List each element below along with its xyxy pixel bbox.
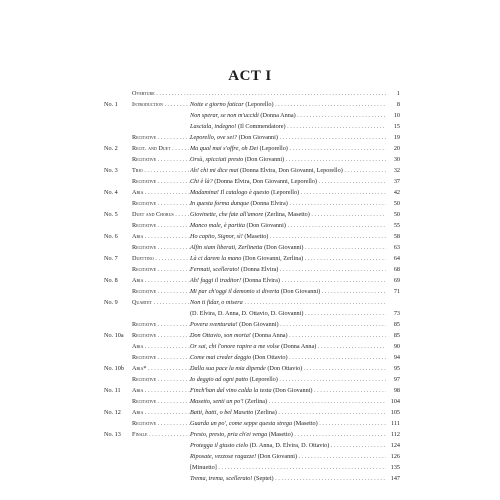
- piece-performers: (Don Giovanni): [262, 244, 304, 251]
- piece-performers: (Don Ottavio): [265, 365, 303, 372]
- number-label: No. 1: [104, 101, 118, 108]
- page-number: 105: [390, 409, 400, 416]
- toc-row: [104, 286, 400, 297]
- piece-description: [190, 110, 386, 121]
- number-label: No. 4: [104, 189, 118, 196]
- piece-type: Duettino . . .: [132, 253, 190, 264]
- piece-title: Dalla sua pace la mia dipende: [190, 365, 266, 372]
- piece-description: [190, 473, 386, 484]
- piece-title: Come mai creder deggio: [190, 354, 252, 361]
- piece-type: Recitative . . .: [132, 396, 190, 407]
- toc-row: [104, 165, 400, 176]
- toc-row: [104, 374, 400, 385]
- piece-description: [190, 429, 386, 440]
- page-number: 58: [393, 233, 400, 240]
- number-label: No. 8: [104, 277, 118, 284]
- page-number: 50: [393, 211, 400, 218]
- piece-title: Presto, presto, pria ch'ei venga: [190, 431, 268, 438]
- piece-performers: (Zerlina): [253, 409, 277, 416]
- piece-description: [190, 220, 386, 231]
- act-title: ACT I: [228, 68, 272, 84]
- piece-performers: (Don Giovanni): [245, 222, 286, 229]
- piece-type: Aria* . . .: [132, 363, 190, 374]
- piece-title: Alfin siam liberati, Zerlinetta: [190, 244, 263, 251]
- piece-type: Recitative . . .: [132, 286, 190, 297]
- number-label: No. 10b: [104, 365, 124, 372]
- number-label: No. 12: [104, 409, 121, 416]
- toc-row: [104, 154, 400, 165]
- toc-row: [104, 209, 400, 220]
- piece-title: In questa forma dunque: [190, 200, 249, 207]
- page-number: 69: [393, 277, 400, 284]
- piece-description: [190, 352, 386, 363]
- toc-row: [104, 121, 400, 132]
- page-number: 19: [393, 134, 400, 141]
- piece-description: [190, 451, 386, 462]
- piece-description: [190, 253, 386, 264]
- piece-type: Aria . . .: [132, 187, 190, 198]
- number-label: No. 5: [104, 211, 118, 218]
- piece-description: [190, 462, 386, 473]
- piece-title: Povera sventurata!: [190, 321, 238, 328]
- piece-description: [190, 121, 386, 132]
- piece-description: [190, 88, 386, 99]
- page-number: 32: [393, 167, 400, 174]
- piece-title: Leporello, ove sei?: [190, 134, 238, 141]
- page-number: 20: [393, 145, 400, 152]
- toc-row: [104, 341, 400, 352]
- piece-title: Fermati, scellerato!: [190, 266, 240, 273]
- number-label: No. 11: [104, 387, 121, 394]
- page-number: 63: [393, 244, 400, 251]
- piece-type: Recitative . . .: [132, 132, 190, 143]
- piece-performers: (Masetto): [242, 233, 269, 240]
- piece-title: Mi par ch'oggi il demonio si diverta: [190, 288, 280, 295]
- piece-type: Introduction . . .: [132, 99, 190, 110]
- piece-type: Recitative . . .: [132, 264, 190, 275]
- piece-description: [190, 407, 386, 418]
- piece-description: [190, 143, 386, 154]
- piece-description: [190, 209, 386, 220]
- piece-type: Recit. and Duet . . .: [132, 143, 190, 154]
- piece-performers: (Donna Elvira, Don Giovanni, Leporello): [212, 178, 317, 185]
- piece-title: Riposate, vezzose ragazze!: [190, 453, 257, 460]
- page-number: 64: [393, 255, 400, 262]
- piece-performers: (Don Giovanni): [279, 288, 321, 295]
- piece-performers: (Donna Elvira): [239, 266, 279, 273]
- piece-description: [190, 165, 386, 176]
- piece-title: Io deggio ad ogni patto: [190, 376, 249, 383]
- piece-performers: (D. Elvira, D. Anna, D. Ottavio, D. Giovanni): [190, 310, 304, 317]
- piece-performers: (Masetto): [267, 431, 293, 438]
- toc-row: [104, 396, 400, 407]
- piece-type: Recitative . . .: [132, 418, 190, 429]
- piece-title: Protegga il giusto cielo: [190, 442, 249, 449]
- piece-type: Recitative . . .: [132, 220, 190, 231]
- page-number: 124: [390, 442, 400, 449]
- toc-row: [104, 275, 400, 286]
- page-number: 50: [393, 200, 400, 207]
- piece-description: [190, 198, 386, 209]
- page-number: 15: [393, 123, 400, 130]
- piece-title: Ah! fuggi il traditor!: [190, 277, 242, 284]
- piece-title: Là ci darem la mano: [190, 255, 242, 262]
- piece-title: Giovinette, che fate all'amore: [190, 211, 264, 218]
- page-number: 73: [393, 310, 400, 317]
- toc-row: [104, 385, 400, 396]
- piece-type: Aria . . .: [132, 407, 190, 418]
- toc-row: [104, 187, 400, 198]
- piece-description: [190, 297, 386, 308]
- page-number: 97: [393, 376, 400, 383]
- page-number: 98: [393, 387, 400, 394]
- piece-performers: (Septet): [252, 475, 274, 482]
- piece-performers: (Don Ottavio): [251, 354, 288, 361]
- number-label: No. 9: [104, 299, 118, 306]
- piece-performers: (Don Giovanni): [237, 134, 278, 141]
- piece-type: Recitative . . .: [132, 319, 190, 330]
- piece-description: [190, 187, 386, 198]
- piece-description: [190, 176, 386, 187]
- piece-performers: (D. Anna, D. Elvira, D. Ottavio): [248, 442, 330, 449]
- piece-title: Finch'han dal vino calda la testa: [190, 387, 272, 394]
- piece-title: Ah! chi mi dice mai: [190, 167, 239, 174]
- piece-type: Recitative . . .: [132, 154, 190, 165]
- page-number: 68: [393, 266, 400, 273]
- piece-performers: (Masetto): [292, 420, 318, 427]
- piece-type: Trio . . .: [132, 165, 190, 176]
- piece-type: Duet and Chorus . . .: [132, 209, 190, 220]
- toc-row: [104, 352, 400, 363]
- page-number: 85: [393, 332, 400, 339]
- piece-performers: (Donna Elvira, Don Giovanni, Leporello): [238, 167, 343, 174]
- piece-performers: [Minuetto]: [190, 464, 217, 471]
- page-number: 104: [390, 398, 400, 405]
- piece-performers: (Donna Anna): [250, 332, 288, 339]
- toc-row: [104, 440, 400, 451]
- page-number: 8: [396, 101, 400, 108]
- toc-row: [104, 253, 400, 264]
- page-number: 90: [393, 343, 400, 350]
- piece-description: [190, 231, 386, 242]
- piece-description: [190, 319, 386, 330]
- piece-performers: (Zerlina, Masetto): [263, 211, 310, 218]
- toc-row: [104, 264, 400, 275]
- piece-type: Recitative . . .: [132, 352, 190, 363]
- toc-row: [104, 462, 400, 473]
- piece-title: Trema, trema, scellerato!: [190, 475, 253, 482]
- page-number: 55: [393, 222, 400, 229]
- toc-row: [104, 242, 400, 253]
- page-number: 37: [393, 178, 400, 185]
- piece-title: Guarda un po', come seppe questa strega: [190, 420, 293, 427]
- piece-description: [190, 396, 386, 407]
- piece-type: Aria . . .: [132, 341, 190, 352]
- piece-performers: (Leporello): [243, 101, 274, 108]
- toc-row: [104, 297, 400, 308]
- piece-type: Aria . . .: [132, 385, 190, 396]
- piece-performers: (Don Giovanni): [256, 453, 298, 460]
- piece-performers: (Il Commendatore): [236, 123, 286, 130]
- number-label: No. 10a: [104, 332, 124, 339]
- number-label: No. 6: [104, 233, 118, 240]
- piece-title: Masetto, senti un po'!: [190, 398, 244, 405]
- piece-title: Manco male, è partita: [190, 222, 245, 229]
- toc-row: [104, 330, 400, 341]
- toc-row: [104, 88, 400, 99]
- toc-row: [104, 132, 400, 143]
- page-number: 42: [393, 189, 400, 196]
- piece-description: [190, 286, 386, 297]
- piece-type: Recitative . . .: [132, 176, 190, 187]
- piece-performers: (Donna Anna): [279, 343, 317, 350]
- toc-row: [104, 176, 400, 187]
- piece-title: Notte e giorno faticar: [190, 101, 244, 108]
- piece-description: [190, 264, 386, 275]
- page-number: 10: [393, 112, 400, 119]
- piece-description: [190, 330, 386, 341]
- piece-title: Batti, batti, o bel Masetto: [190, 409, 254, 416]
- page-number: 1: [396, 90, 400, 97]
- piece-performers: (Don Giovanni, Zerlina): [241, 255, 304, 262]
- piece-description: [190, 308, 386, 319]
- page-number: 95: [393, 365, 400, 372]
- piece-description: [190, 341, 386, 352]
- piece-title: Lasciala, indegno!: [190, 123, 237, 130]
- piece-title: Orsù, spicciati presto: [190, 156, 244, 163]
- page-number: 112: [390, 431, 400, 438]
- piece-type: Recitative . . .: [132, 242, 190, 253]
- page-number: 94: [393, 354, 400, 361]
- piece-performers: (Leporello): [269, 189, 300, 196]
- page-number: 126: [390, 453, 400, 460]
- toc-row: [104, 473, 400, 484]
- piece-title: Don Ottavio, son morta!: [190, 332, 251, 339]
- page-number: 85: [393, 321, 400, 328]
- piece-type: Finale . . .: [132, 429, 190, 440]
- piece-performers: (Donna Elvira): [248, 200, 288, 207]
- piece-type: Recitative . . .: [132, 374, 190, 385]
- page-number: 71: [393, 288, 400, 295]
- piece-description: [190, 132, 386, 143]
- toc-row: [104, 308, 400, 319]
- piece-description: [190, 363, 386, 374]
- piece-performers: (Leporello): [248, 376, 278, 383]
- piece-performers: (Donna Elvira): [241, 277, 280, 284]
- piece-description: [190, 275, 386, 286]
- toc-row: [104, 198, 400, 209]
- piece-type: Aria . . .: [132, 231, 190, 242]
- number-label: No. 2: [104, 145, 118, 152]
- piece-performers: (Don Giovanni): [237, 321, 279, 328]
- piece-title: Or sai, chi l'onore rapire a me volse: [190, 343, 280, 350]
- toc-row: [104, 451, 400, 462]
- toc-row: [104, 99, 400, 110]
- piece-performers: (Leporello): [258, 145, 288, 152]
- piece-description: [190, 418, 386, 429]
- number-label: No. 3: [104, 167, 118, 174]
- toc-row: [104, 110, 400, 121]
- piece-description: [190, 99, 386, 110]
- piece-performers: (Zerlina): [243, 398, 268, 405]
- piece-type: Quartet . . .: [132, 297, 190, 308]
- toc-row: [104, 143, 400, 154]
- toc-row: [104, 220, 400, 231]
- page-number: 111: [391, 420, 400, 427]
- piece-description: [190, 374, 386, 385]
- piece-type: Overture . . .: [132, 88, 190, 99]
- piece-description: [190, 242, 386, 253]
- piece-type: Recitative . . .: [132, 198, 190, 209]
- piece-description: [190, 154, 386, 165]
- piece-performers: (Don Giovanni): [243, 156, 285, 163]
- piece-title: Non ti fidar, o misera: [190, 299, 243, 306]
- piece-type: Aria . . .: [132, 275, 190, 286]
- toc-row: [104, 363, 400, 374]
- toc-row: [104, 418, 400, 429]
- piece-performers: (Don Giovanni): [271, 387, 313, 394]
- page-number: 30: [393, 156, 400, 163]
- piece-title: Chi è là?: [190, 178, 213, 185]
- piece-description: [190, 385, 386, 396]
- piece-description: [190, 440, 386, 451]
- toc-row: [104, 319, 400, 330]
- piece-title: Ho capito, Signor, sì!: [190, 233, 243, 240]
- piece-title: Madamina! Il catalogo è questo: [190, 189, 270, 196]
- toc-row: [104, 429, 400, 440]
- piece-title: Non sperar, se non m'uccidi: [190, 112, 259, 119]
- page-number: 135: [390, 464, 400, 471]
- toc-row: [104, 231, 400, 242]
- piece-title: Ma qual mai s'offre, oh Dei: [190, 145, 259, 152]
- number-label: No. 13: [104, 431, 121, 438]
- page-number: 147: [390, 475, 400, 482]
- toc-row: [104, 407, 400, 418]
- number-label: No. 7: [104, 255, 118, 262]
- piece-performers: (Donna Anna): [258, 112, 296, 119]
- piece-type: Recitative . . .: [132, 330, 190, 341]
